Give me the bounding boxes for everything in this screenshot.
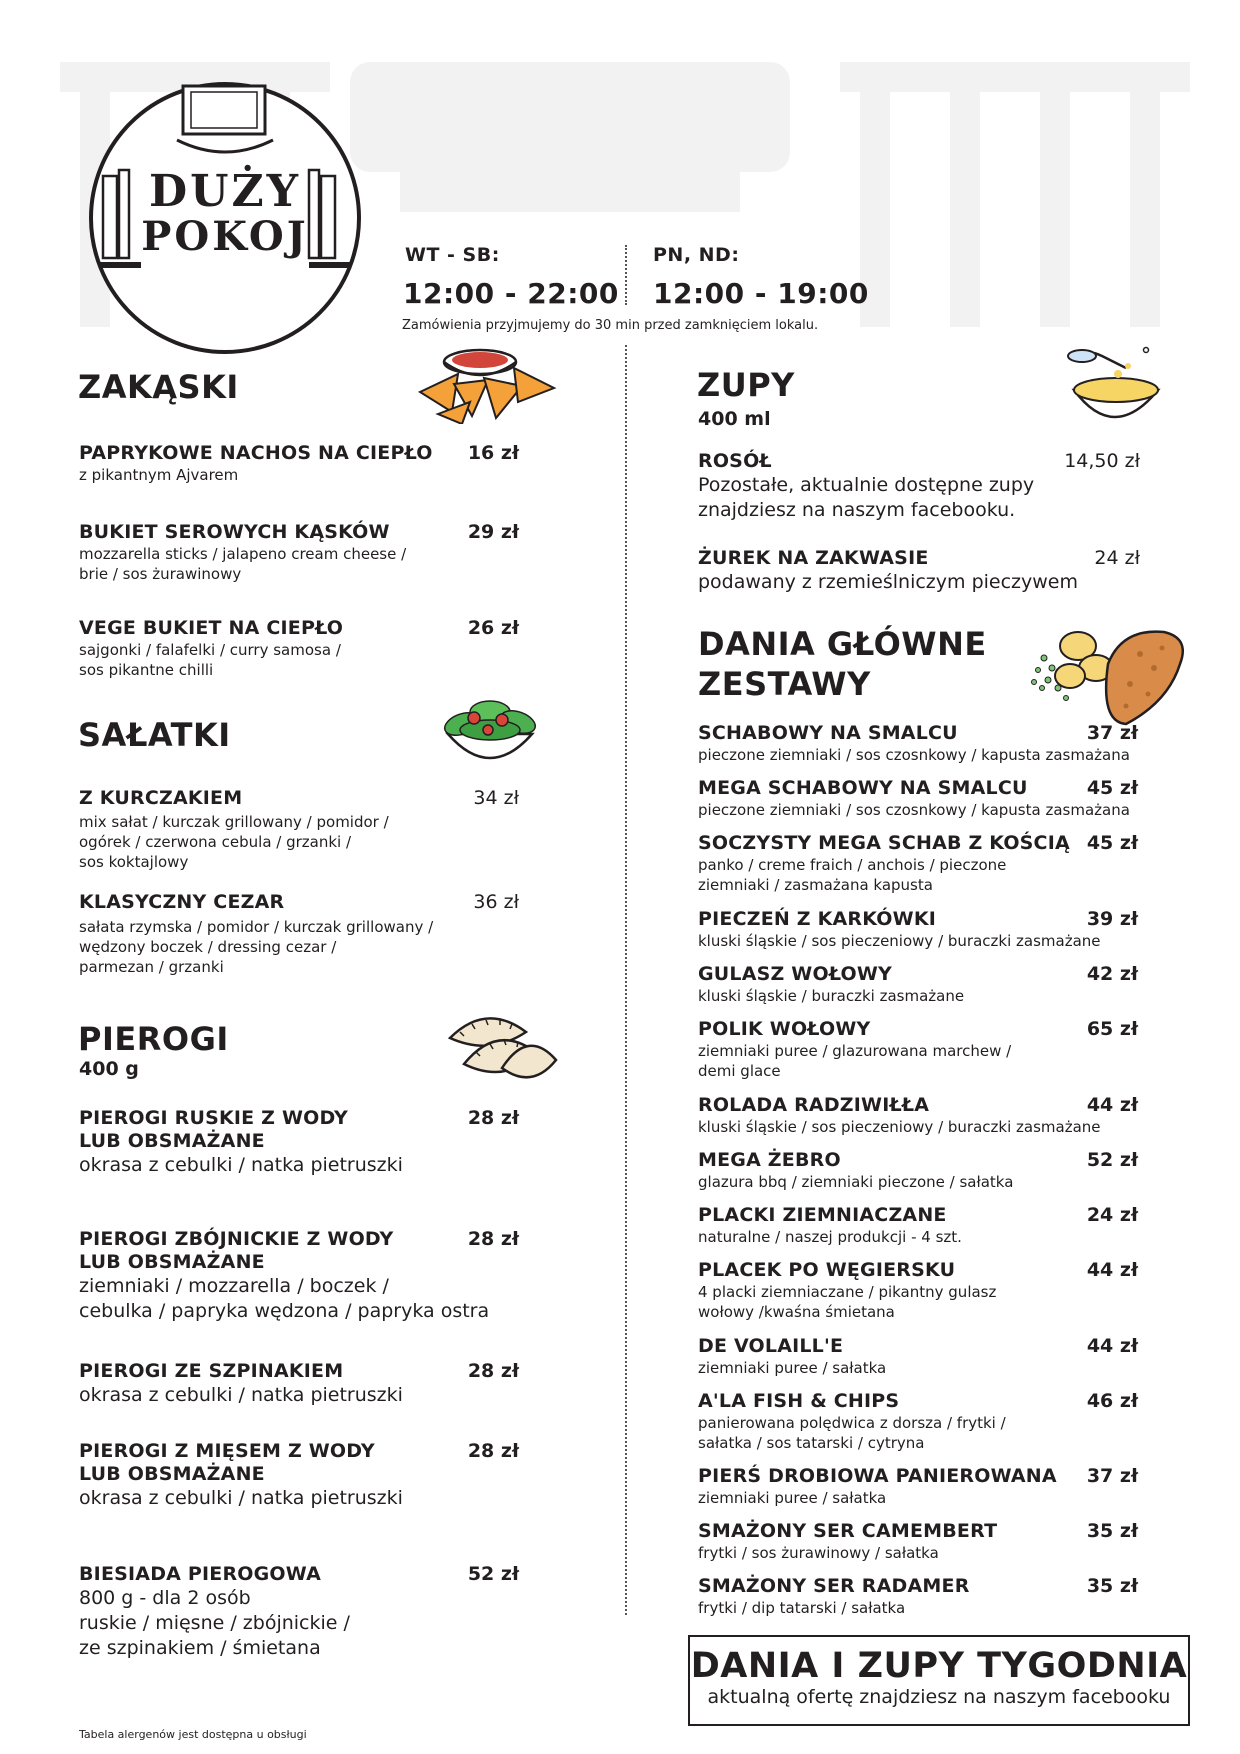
item-name: PIEROGI ZE SZPINAKIEM [79, 1360, 344, 1382]
menu-item [698, 547, 1140, 595]
item-price: 42 zł [1086, 963, 1138, 985]
menu-item [698, 1094, 1138, 1137]
item-name: PLACEK PO WĘGIERSKU [698, 1259, 956, 1281]
section-title-pierogi: PIEROGI [78, 1020, 229, 1058]
item-desc: Pozostałe, aktualnie dostępne zupy [698, 474, 1035, 496]
menu-item [698, 450, 1140, 523]
menu-item [698, 1259, 1138, 1322]
item-price: 28 zł [467, 1360, 519, 1382]
menu-item [79, 442, 519, 485]
menu-item [698, 1575, 1138, 1618]
item-desc: pieczone ziemniaki / sos czosnkowy / kapusta zasmażana [698, 746, 1130, 764]
weekly-title: DANIA I ZUPY TYGODNIA [690, 1646, 1188, 1686]
item-price: 35 zł [1086, 1575, 1138, 1597]
item-name: MEGA SCHABOWY NA SMALCU [698, 777, 1028, 799]
dumplings-illustration [446, 1008, 558, 1090]
item-name: ROSÓŁ [698, 450, 772, 472]
item-desc: kluski śląskie / sos pieczeniowy / buraczki zasmażane [698, 1118, 1101, 1136]
weekly-subtitle: aktualną ofertę znajdziesz na naszym facebooku [707, 1686, 1171, 1708]
menu-item [698, 1335, 1138, 1378]
item-name: MEGA ŻEBRO [698, 1149, 841, 1171]
item-desc: kluski śląskie / buraczki zasmażane [698, 987, 965, 1005]
menu-item [79, 1228, 519, 1324]
menu-item [79, 617, 519, 680]
item-desc: wędzony boczek / dressing cezar / [79, 938, 337, 956]
item-price: 24 zł [1094, 547, 1140, 569]
item-price: 28 zł [467, 1107, 519, 1129]
item-desc: wołowy /kwaśna śmietana [698, 1303, 895, 1321]
item-name: BUKIET SEROWYCH KĄSKÓW [79, 521, 390, 543]
item-desc: glazura bbq / ziemniaki pieczone / sałatka [698, 1173, 1014, 1191]
menu-item [698, 1018, 1138, 1081]
item-price: 45 zł [1086, 832, 1138, 854]
section-title-salatki: SAŁATKI [78, 716, 231, 754]
item-desc: znajdziesz na naszym facebooku. [698, 499, 1016, 521]
item-price: 16 zł [467, 442, 519, 464]
menu-item [698, 1204, 1138, 1247]
item-name: VEGE BUKIET NA CIEPŁO [79, 617, 344, 639]
hours-note: Zamówienia przyjmujemy do 30 min przed zamknięciem lokalu. [402, 318, 819, 333]
hours-divider [625, 245, 627, 305]
item-desc: ziemniaki / mozzarella / boczek / [79, 1275, 389, 1297]
item-desc: mozzarella sticks / jalapeno cream cheese / [79, 545, 407, 563]
item-name: PAPRYKOWE NACHOS NA CIEPŁO [79, 442, 433, 464]
item-name: GULASZ WOŁOWY [698, 963, 893, 985]
item-desc: ruskie / mięsne / zbójnickie / [79, 1612, 350, 1634]
menu-item [79, 891, 519, 977]
section-title-zupy: ZUPY [697, 366, 795, 404]
item-desc: okrasa z cebulki / natka pietruszki [79, 1384, 403, 1406]
item-price: 65 zł [1086, 1018, 1138, 1040]
item-desc: sajgonki / falafelki / curry samosa / [79, 641, 341, 659]
menu-item [79, 1360, 519, 1408]
section-title-zakaski: ZAKĄSKI [78, 368, 239, 406]
item-price: 34 zł [473, 787, 519, 809]
menu-item [698, 1390, 1138, 1453]
item-name: ŻUREK NA ZAKWASIE [698, 547, 929, 569]
menu-item [79, 787, 519, 872]
item-desc: cebulka / papryka wędzona / papryka ostra [79, 1300, 490, 1322]
menu-item [698, 777, 1138, 820]
logo-line1: DUŻY [148, 166, 302, 217]
menu-item [698, 963, 1138, 1006]
item-name: DE VOLAILL'E [698, 1335, 844, 1357]
item-price: 52 zł [467, 1563, 519, 1585]
menu-item [79, 1440, 519, 1511]
weekly-specials-box [688, 1635, 1190, 1726]
item-desc: sałatka / sos tatarski / cytryna [698, 1434, 925, 1452]
item-desc: kluski śląskie / sos pieczeniowy / buraczki zasmażane [698, 932, 1101, 950]
menu-item [79, 1107, 519, 1178]
item-name: PIEROGI RUSKIE Z WODY [79, 1107, 349, 1129]
item-price: 45 zł [1086, 777, 1138, 799]
item-desc: sos pikantne chilli [79, 661, 214, 679]
item-name: LUB OBSMAŻANE [79, 1130, 265, 1152]
section-title-glowne-2: ZESTAWY [698, 665, 871, 703]
item-name: SMAŻONY SER RADAMER [698, 1575, 970, 1597]
cutlet-potatoes-illustration [1030, 624, 1190, 726]
item-price: 26 zł [467, 617, 519, 639]
hours-weekday-time: 12:00 - 22:00 [403, 277, 619, 310]
item-name: KLASYCZNY CEZAR [79, 891, 285, 913]
item-price: 28 zł [467, 1440, 519, 1462]
item-desc: pieczone ziemniaki / sos czosnkowy / kapusta zasmażana [698, 801, 1130, 819]
item-price: 24 zł [1086, 1204, 1138, 1226]
item-name: POLIK WOŁOWY [698, 1018, 871, 1040]
hours-weekend-label: PN, ND: [653, 244, 740, 266]
item-price: 39 zł [1086, 908, 1138, 930]
item-desc: naturalne / naszej produkcji - 4 szt. [698, 1228, 962, 1246]
menu-item [698, 832, 1138, 895]
item-price: 52 zł [1086, 1149, 1138, 1171]
item-name: SMAŻONY SER CAMEMBERT [698, 1520, 998, 1542]
item-price: 44 zł [1086, 1259, 1138, 1281]
item-price: 46 zł [1086, 1390, 1138, 1412]
item-name: PIERŚ DROBIOWA PANIEROWANA [698, 1465, 1057, 1487]
item-desc: 4 placki ziemniaczane / pikantny gulasz [698, 1283, 997, 1301]
item-desc: 800 g - dla 2 osób [79, 1587, 251, 1609]
allergens-note: Tabela alergenów jest dostępna u obsługi [79, 1728, 307, 1741]
item-desc: okrasa z cebulki / natka pietruszki [79, 1487, 403, 1509]
item-price: 36 zł [473, 891, 519, 913]
menu-item [698, 908, 1138, 951]
item-desc: podawany z rzemieślniczym pieczywem [698, 571, 1078, 593]
item-name: PIEROGI ZBÓJNICKIE Z WODY [79, 1228, 394, 1250]
item-desc: ziemniaki puree / sałatka [698, 1359, 887, 1377]
menu-item [79, 521, 519, 584]
item-name: SCHABOWY NA SMALCU [698, 722, 958, 744]
item-desc: ziemniaki puree / sałatka [698, 1489, 887, 1507]
item-name: PLACKI ZIEMNIACZANE [698, 1204, 947, 1226]
soup-illustration [1066, 344, 1166, 430]
item-price: 44 zł [1086, 1335, 1138, 1357]
item-price: 35 zł [1086, 1520, 1138, 1542]
item-name: ROLADA RADZIWIŁŁA [698, 1094, 930, 1116]
item-desc: sałata rzymska / pomidor / kurczak grillowany / [79, 918, 434, 936]
hours-weekday-label: WT - SB: [405, 244, 500, 266]
salad-illustration [440, 690, 540, 774]
item-desc: brie / sos żurawinowy [79, 565, 242, 583]
item-desc: panko / creme fraich / anchois / pieczone [698, 856, 1007, 874]
item-name: SOCZYSTY MEGA SCHAB Z KOŚCIĄ [698, 832, 1070, 854]
menu-item [79, 1563, 519, 1661]
menu-item [698, 1149, 1138, 1192]
item-desc: frytki / sos żurawinowy / sałatka [698, 1544, 939, 1562]
logo-line2: POKOJ [141, 213, 309, 260]
section-subtitle-zupy: 400 ml [698, 408, 771, 430]
menu-item [698, 1520, 1138, 1563]
item-desc: demi glace [698, 1062, 781, 1080]
item-desc: frytki / dip tatarski / sałatka [698, 1599, 906, 1617]
menu-item [698, 1465, 1138, 1508]
item-price: 37 zł [1086, 722, 1138, 744]
item-name: BIESIADA PIEROGOWA [79, 1563, 321, 1585]
item-desc: parmezan / grzanki [79, 958, 224, 976]
item-price: 14,50 zł [1064, 450, 1140, 472]
item-name: LUB OBSMAŻANE [79, 1463, 265, 1485]
menu-item [698, 722, 1138, 765]
item-desc: ziemniaki puree / glazurowana marchew / [698, 1042, 1012, 1060]
item-desc: sos koktajlowy [79, 853, 189, 871]
item-desc: ogórek / czerwona cebula / grzanki / [79, 833, 352, 851]
item-desc: mix sałat / kurczak grillowany / pomidor / [79, 813, 389, 831]
item-name: Z KURCZAKIEM [79, 787, 243, 809]
item-name: PIECZEŃ Z KARKÓWKI [698, 908, 937, 930]
logo [85, 78, 365, 358]
section-subtitle-pierogi: 400 g [79, 1058, 139, 1080]
nachos-illustration [418, 344, 558, 424]
item-name: A'LA FISH & CHIPS [698, 1390, 900, 1412]
item-desc: z pikantnym Ajvarem [79, 466, 239, 484]
column-divider [625, 345, 627, 1615]
item-price: 29 zł [467, 521, 519, 543]
item-price: 37 zł [1086, 1465, 1138, 1487]
item-name: PIEROGI Z MIĘSEM Z WODY [79, 1440, 375, 1462]
item-desc: panierowana polędwica z dorsza / frytki / [698, 1414, 1006, 1432]
item-desc: ze szpinakiem / śmietana [79, 1637, 321, 1659]
item-price: 28 zł [467, 1228, 519, 1250]
hours-weekend-time: 12:00 - 19:00 [653, 277, 869, 310]
section-title-glowne-1: DANIA GŁÓWNE [698, 625, 987, 663]
item-desc: okrasa z cebulki / natka pietruszki [79, 1154, 403, 1176]
item-name: LUB OBSMAŻANE [79, 1251, 265, 1273]
item-desc: ziemniaki / zasmażana kapusta [698, 876, 933, 894]
item-price: 44 zł [1086, 1094, 1138, 1116]
